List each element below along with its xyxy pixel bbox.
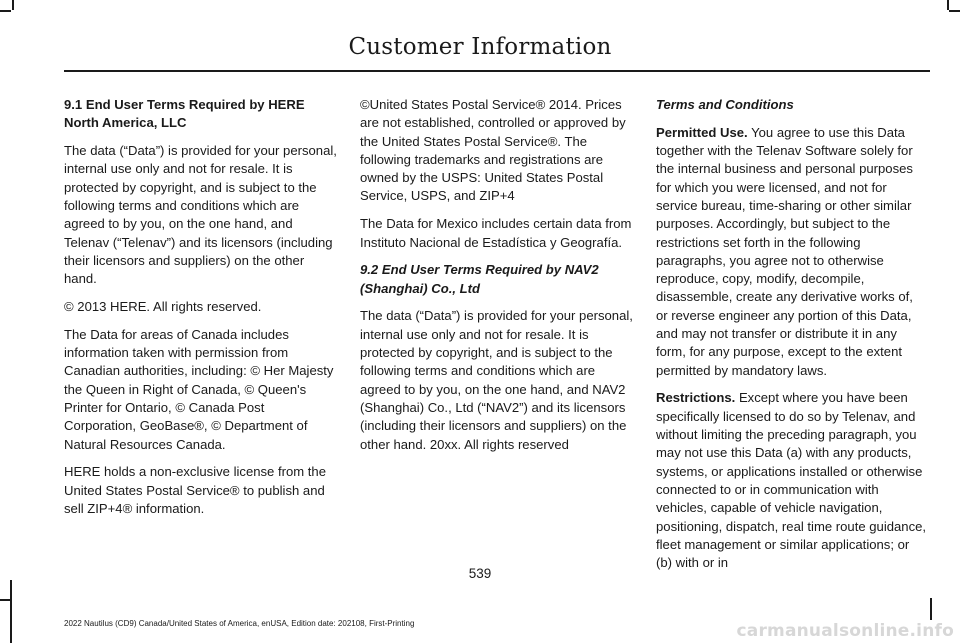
crop-mark (0, 599, 10, 601)
lead-term: Restrictions. (656, 390, 736, 406)
paragraph-body: You agree to use this Data together with the Telenav Software solely for the internal business and personal purposes for which you were licensed, and not for service bureau, time-sharing or other similar purposes. Accordingly, but subject to the restrictions set forth in the following paragraphs, you agree not to otherwise reproduce, copy, modify, decompile, disassemble, create any derivative works of, or reverse engineer any portion of this Data, and may not transfer or distribute it in any form, for any purpose, except to the extent permitted by mandatory laws. (656, 124, 913, 378)
paragraph: The data (“Data”) is provided for your personal, internal use only and not for resale. It is protected by copyright, and is subject to the following terms and conditions which are agreed to by you, on the one hand, and NAV2 (Shanghai) Co., Ltd (“NAV2”) and its licensors (including their licensors and suppliers) on the other hand. 20xx. All rights reserved (360, 308, 633, 452)
lead-term: Permitted Use. (656, 124, 748, 140)
paragraph: The Data for areas of Canada includes information taken with permission from Canadian authorities, including: © Her Majesty the Queen in Right of Canada, © Queen's Printer for Ontario, © Canada Post Corporation, GeoBase®, © Department of Natural Resources Canada. (64, 326, 334, 452)
paragraph-restrictions (656, 389, 928, 572)
crop-mark (949, 10, 960, 12)
crop-mark (930, 598, 932, 620)
crop-mark (0, 10, 11, 12)
watermark: carmanualsonline.info (736, 621, 954, 641)
paragraph: HERE holds a non-exclusive license from the United States Postal Service® to publish and sell ZIP+4® information. (64, 464, 326, 516)
page-title: Customer Information (348, 34, 612, 60)
column-left (64, 96, 339, 528)
paragraph: The Data for Mexico includes certain data from Instituto Nacional de Estadística y Geografía. (360, 216, 632, 250)
paragraph-permitted-use (656, 124, 928, 380)
section-heading-9-2: 9.2 End User Terms Required by NAV2 (Shanghai) Co., Ltd (360, 262, 599, 296)
column-right (656, 96, 928, 582)
crop-mark (10, 580, 12, 643)
footer-edition-info: 2022 Nautilus (CD9) Canada/United States of America, enUSA, Edition date: 202108, First-Printing (64, 619, 415, 628)
paragraph: © 2013 HERE. All rights reserved. (64, 298, 262, 314)
header-divider (64, 70, 930, 72)
paragraph: ©United States Postal Service® 2014. Prices are not established, controlled or approved by the United States Postal Service®. The following trademarks and registrations are owned by the USPS: United States Postal Service, USPS, and ZIP+4 (360, 97, 626, 204)
crop-mark (12, 0, 14, 10)
paragraph: The data (“Data”) is provided for your personal, internal use only and not for resale. It is protected by copyright, and is subject to the following terms and conditions which are agreed to by you, on the one hand, and Telenav (“Telenav”) and its licensors (including their licensors and suppliers) on the other hand. (64, 143, 337, 287)
paragraph-body: Except where you have been specifically licensed to do so by Telenav, and without limiting the preceding paragraph, you may not use this Data (a) with any products, systems, or applications installed or otherwise connected to or in communication with vehicles, capable of vehicle navigation, positioning, dispatch, real time route guidance, fleet management or similar applications; or (b) with or in (656, 390, 927, 571)
page-number: 539 (468, 566, 492, 581)
section-heading-9-1: 9.1 End User Terms Required by HERE North America, LLC (64, 97, 305, 131)
crop-mark (947, 0, 949, 10)
terms-heading: Terms and Conditions (656, 97, 794, 112)
column-middle (360, 96, 635, 463)
